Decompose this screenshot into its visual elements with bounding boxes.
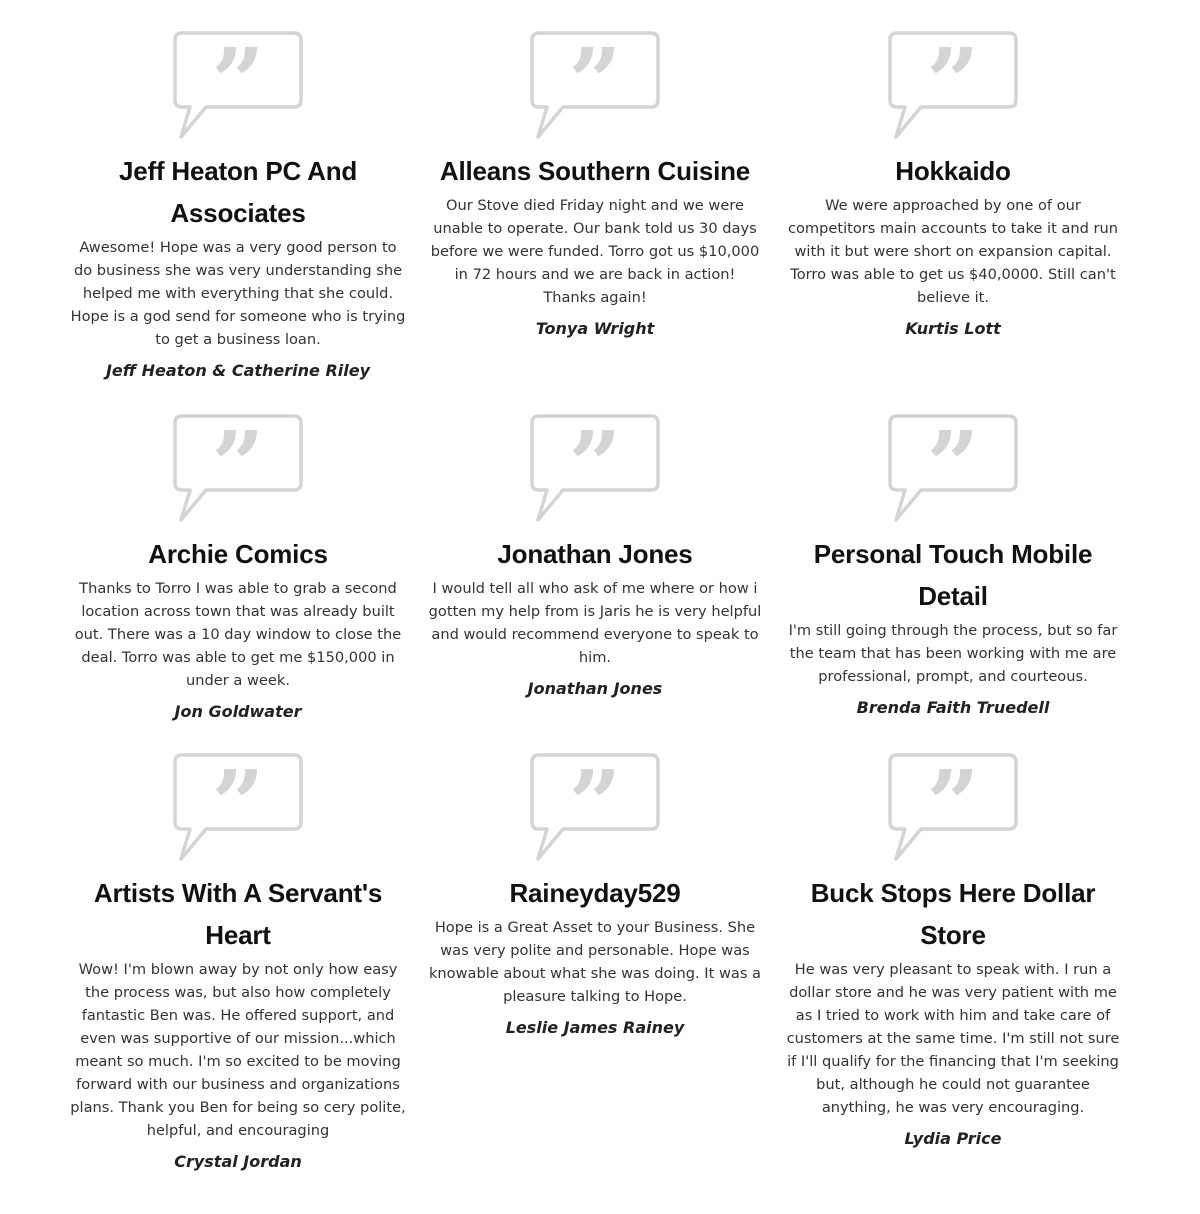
speech-bubble-quote-icon: [887, 752, 1019, 862]
svg-text:”: ”: [211, 413, 265, 519]
author-name: Jonathan Jones: [527, 679, 663, 698]
company-name: Raineyday529: [509, 878, 681, 908]
author-name: Jeff Heaton & Catherine Riley: [105, 361, 371, 380]
svg-text:”: ”: [926, 30, 980, 136]
review-text: I'm still going through the process, but so far the team that has been working with me are professional, prompt, and courteous.: [788, 622, 1118, 685]
review-text: Awesome! Hope was a very good person to do business she was very understanding she helped me with everything that she could. Hope is a god send for someone who is trying to get a business loan.: [70, 239, 406, 348]
svg-text:”: ”: [926, 413, 980, 519]
company-name: Personal Touch Mobile Detail: [813, 539, 1093, 611]
review-text: Thanks to Torro I was able to grab a second location across town that was already built out. There was a 10 day window to close the deal. Torro was able to get me $150,000 in under a week.: [74, 580, 402, 689]
review-text: He was very pleasant to speak with. I run a dollar store and he was very patient with me as I tried to work with him and take care of customers at the same time. I'm still not sure if I'll qualify for the financing that I'm seeking but, although he could not guarantee anything, he was very encouraging.: [786, 961, 1120, 1116]
company-name: Buck Stops Here Dollar Store: [810, 878, 1096, 950]
company-name: Jeff Heaton PC And Associates: [118, 156, 358, 228]
svg-text:”: ”: [211, 30, 265, 136]
author-name: Jon Goldwater: [174, 702, 302, 721]
review-text: I would tell all who ask of me where or how i gotten my help from is Jaris he is very helpful and would recommend everyone to speak to him.: [428, 580, 762, 666]
speech-bubble-quote-icon: [529, 413, 661, 523]
review-text: Hope is a Great Asset to your Business. She was very polite and personable. Hope was knowable about what she was doing. It was a pleasure talking to Hope.: [428, 919, 762, 1005]
author-name: Crystal Jordan: [174, 1152, 302, 1171]
author-name: Lydia Price: [904, 1129, 1002, 1148]
author-name: Leslie James Rainey: [505, 1018, 685, 1037]
svg-text:”: ”: [568, 413, 622, 519]
testimonial-card: [68, 752, 408, 1173]
testimonial-card: [68, 30, 408, 382]
svg-text:”: ”: [568, 30, 622, 136]
speech-bubble-quote-icon: [172, 413, 304, 523]
review-text: Wow! I'm blown away by not only how easy the process was, but also how completely fantastic Ben was. He offered support, and even was supportive of our mission...which meant so much. I'm so excited to be moving forward with our business and organizations plans. Thank you Ben for being so cery polite, helpful, and encouraging: [70, 961, 406, 1139]
speech-bubble-quote-icon: [529, 30, 661, 140]
speech-bubble-quote-icon: [887, 30, 1019, 140]
review-text: Our Stove died Friday night and we were unable to operate. Our bank told us 30 days before we were funded. Torro got us $10,000 in 72 hours and we are back in action! Thanks again!: [430, 197, 760, 306]
review-text: We were approached by one of our competitors main accounts to take it and run with it but were short on expansion capital. Torro was able to get us $40,0000. Still can't believe it.: [787, 197, 1119, 306]
author-name: Brenda Faith Truedell: [856, 698, 1050, 717]
testimonial-card: [783, 752, 1123, 1150]
testimonial-card: [783, 30, 1123, 340]
testimonial-card: [783, 413, 1123, 719]
company-name: Artists With A Servant's Heart: [93, 878, 383, 950]
testimonial-card: [425, 30, 765, 340]
company-name: Archie Comics: [148, 539, 328, 569]
testimonial-card: [425, 752, 765, 1039]
speech-bubble-quote-icon: [172, 752, 304, 862]
company-name: Alleans Southern Cuisine: [439, 156, 751, 186]
speech-bubble-quote-icon: [529, 752, 661, 862]
svg-text:”: ”: [211, 752, 265, 858]
company-name: Jonathan Jones: [497, 539, 693, 569]
svg-text:”: ”: [568, 752, 622, 858]
speech-bubble-quote-icon: [887, 413, 1019, 523]
testimonial-card: [425, 413, 765, 700]
author-name: Tonya Wright: [535, 319, 655, 338]
company-name: Hokkaido: [895, 156, 1011, 186]
testimonial-card: [68, 413, 408, 723]
speech-bubble-quote-icon: [172, 30, 304, 140]
svg-text:”: ”: [926, 752, 980, 858]
author-name: Kurtis Lott: [905, 319, 1001, 338]
